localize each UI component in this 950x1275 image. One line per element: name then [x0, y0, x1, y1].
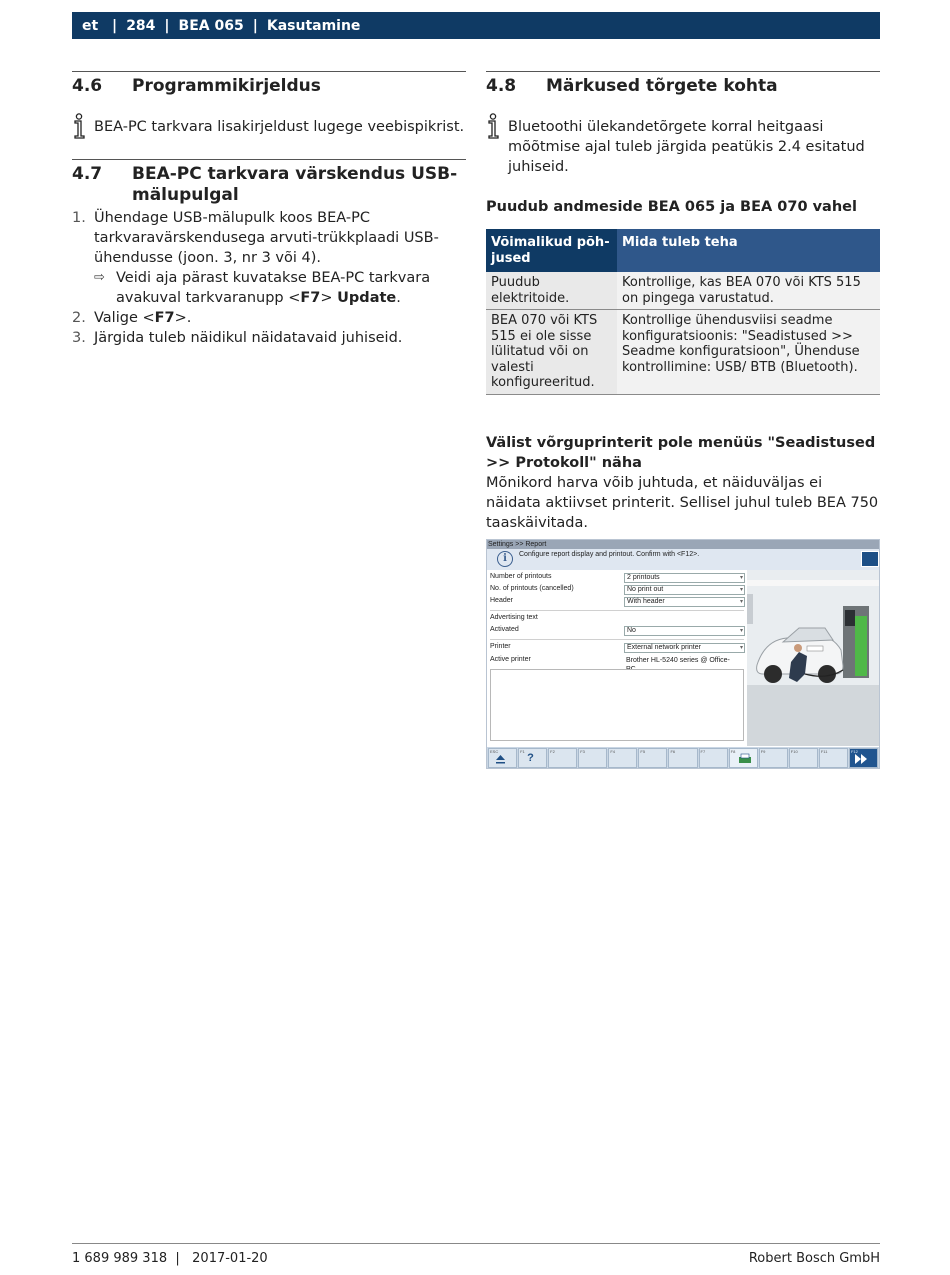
- form-row-header: [490, 597, 744, 607]
- workshop-photo: [747, 570, 879, 746]
- car-emission-test-illustration: [747, 570, 879, 746]
- select-value: External network printer: [627, 644, 701, 651]
- function-key-f2[interactable]: [548, 748, 577, 768]
- step-1-text: Ühendage USB-mälupulk koos BEA-PC tarkvaravärskendusega arvuti-trükkplaadi USB-ühendusse (joon. 3, nr 3 või 4).: [94, 210, 439, 266]
- field-label: No. of printouts (cancelled): [490, 585, 574, 592]
- function-key-f6[interactable]: [668, 748, 697, 768]
- header-select[interactable]: [624, 597, 745, 607]
- function-key-f9[interactable]: [759, 748, 788, 768]
- key-label: F9: [760, 749, 766, 754]
- result-text-pre: Veidi aja pärast kuvatakse BEA-PC tarkvara avakuval tarkvaranupp <: [116, 270, 431, 306]
- result-key: F7: [300, 290, 321, 306]
- page-header-bar: [72, 12, 880, 39]
- screen-info-bar: [487, 549, 879, 570]
- section-title: BEA-PC tarkvara värskendus USB-mälupulgal: [132, 164, 458, 205]
- field-label: Header: [490, 597, 513, 604]
- printer-subheading: Välist võrguprinterit pole menüüs "Seadistused >> Protokoll" näha: [486, 434, 876, 471]
- left-column: [72, 71, 466, 348]
- step-text: [94, 208, 466, 308]
- section-title: Programmikirjeldus: [132, 76, 321, 96]
- function-key-f10[interactable]: [789, 748, 818, 768]
- header-separator: |: [164, 17, 170, 34]
- section-number: 4.6: [72, 76, 103, 96]
- form-divider: [490, 639, 744, 640]
- select-value: 2 printouts: [627, 574, 660, 581]
- step-2-key: F7: [154, 310, 175, 326]
- key-label: F7: [700, 749, 706, 754]
- document-number: 1 689 989 318: [72, 1251, 168, 1266]
- cancelled-printouts-select[interactable]: [624, 585, 745, 595]
- dropdown-arrow-icon: ▾: [739, 645, 743, 651]
- footer-left: [72, 1251, 268, 1266]
- table-row: [486, 310, 880, 395]
- key-label: F5: [640, 749, 646, 754]
- active-printer-value: Brother HL-5240 series @ Office-: [626, 657, 730, 664]
- header-page-number: 284: [126, 17, 156, 34]
- select-value: No: [627, 627, 636, 634]
- info-note: [72, 117, 466, 145]
- section-number: 4.7: [72, 164, 103, 184]
- table-row: [486, 272, 880, 310]
- key-label: F2: [550, 749, 555, 754]
- info-icon: [72, 113, 94, 145]
- step-text: [94, 308, 466, 328]
- dropdown-arrow-icon: ▾: [739, 628, 743, 634]
- table-header-row: [486, 229, 880, 272]
- result-arrow-icon: ⇨: [94, 270, 105, 285]
- help-icon: ?: [527, 752, 534, 764]
- table-header-action: Mida tuleb teha: [617, 229, 880, 272]
- key-label: F12: [850, 749, 858, 754]
- help-button[interactable]: [518, 748, 547, 768]
- company-name: Robert Bosch GmbH: [748, 1251, 880, 1266]
- printer-paragraph: Mõnikord harva võib juhtuda, et näiduväljas ei näidata aktiivset printerit. Sellisel juhul tuleb BEA 750 taaskäivitada.: [486, 474, 879, 531]
- key-label: F4: [610, 749, 615, 754]
- step-2-pre: Valige <: [94, 310, 155, 326]
- select-value: With header: [627, 598, 665, 605]
- section-title: Märkused tõrgete kohta: [546, 76, 778, 96]
- section-heading-4-8: [486, 71, 880, 97]
- result-text-end: .: [396, 290, 401, 306]
- field-label: Number of printouts: [490, 573, 552, 580]
- eject-icon: [489, 750, 512, 768]
- footer-separator: |: [167, 1251, 193, 1266]
- result-text: [116, 268, 466, 308]
- key-label: F8: [730, 749, 736, 754]
- footer-rule: [72, 1243, 880, 1244]
- screen-info-text: Configure report display and printout. Confirm with <F12>.: [519, 551, 700, 558]
- settings-form: [487, 570, 747, 746]
- table-cell-cause: BEA 070 või KTS 515 ei ole sisse lülitatud või on valesti konfigureeritud.: [486, 310, 617, 395]
- header-product: BEA 065: [178, 17, 244, 34]
- form-divider: [490, 610, 744, 611]
- field-label: Activated: [490, 626, 519, 633]
- step-list: [72, 208, 466, 348]
- table-cell-action: Kontrollige, kas BEA 070 või KTS 515 on pingega varustatud.: [617, 272, 880, 310]
- document-date: 2017-01-20: [192, 1251, 268, 1266]
- function-key-f11[interactable]: [819, 748, 848, 768]
- result-button-name: Update: [337, 290, 397, 306]
- function-key-f5[interactable]: [638, 748, 667, 768]
- list-item: [72, 308, 466, 328]
- key-label: F11: [820, 749, 828, 754]
- function-key-bar: [487, 747, 879, 769]
- troubleshoot-table: [486, 229, 880, 395]
- right-column: [486, 71, 880, 533]
- table-cell-cause: Puudub elektritoide.: [486, 272, 617, 310]
- list-item: [72, 328, 466, 348]
- key-label: F10: [790, 749, 798, 754]
- monitor-icon: [861, 551, 879, 567]
- software-screenshot: [486, 539, 880, 769]
- select-value: No print out: [627, 586, 664, 593]
- info-icon: [486, 113, 508, 177]
- section-heading-4-7: [72, 159, 466, 206]
- activated-select[interactable]: [624, 626, 745, 636]
- key-label: ESC: [490, 749, 499, 754]
- key-label: F6: [670, 749, 676, 754]
- screen-title: Settings >> Report: [487, 540, 879, 549]
- header-separator: |: [252, 17, 258, 34]
- dropdown-arrow-icon: ▾: [739, 575, 743, 581]
- step-number: 3.: [72, 330, 86, 346]
- printer-list-box[interactable]: [490, 669, 744, 741]
- fast-forward-icon: [850, 750, 873, 768]
- field-label: Active printer: [490, 656, 531, 663]
- header-separator: |: [107, 17, 118, 34]
- step-result: [94, 268, 466, 308]
- printer-icon: [730, 750, 760, 768]
- function-key-f7[interactable]: [699, 748, 728, 768]
- info-note: [486, 117, 880, 177]
- section-number: 4.8: [486, 76, 517, 96]
- printer-select[interactable]: [624, 643, 745, 653]
- troubleshoot-subheading: Puudub andmeside BEA 065 ja BEA 070 vahel: [486, 199, 857, 215]
- print-service-button[interactable]: [729, 748, 758, 768]
- form-row-activated: [490, 626, 744, 636]
- step-2-end: >.: [174, 310, 192, 326]
- dropdown-arrow-icon: ▾: [739, 599, 743, 605]
- table-header-cause: Võimalikud põhjused: [486, 229, 617, 272]
- form-row-advertising: [490, 614, 744, 624]
- step-number: 2.: [72, 310, 86, 326]
- form-row-printer: [490, 643, 744, 653]
- step-3-text: Järgida tuleb näidikul näidatavaid juhiseid.: [94, 330, 403, 346]
- form-row-printouts: [490, 573, 744, 583]
- section-heading-4-6: [72, 71, 466, 97]
- note-text: Bluetoothi ülekandetõrgete korral heitgaasi mõõtmise ajal tuleb järgida peatükis 2.4 esitatud juhiseid.: [508, 119, 865, 175]
- form-row-active-printer: [490, 656, 744, 666]
- list-item: [72, 208, 466, 308]
- result-text-mid: >: [320, 290, 338, 306]
- info-circle-icon: i: [497, 551, 513, 567]
- table-cell-action: Kontrollige ühendusviisi seadme konfiguratsioonis: "Seadistused >> Seadme konfiguratsioon", Ühenduse kontrollimine: USB/ BTB (Bluetooth).: [617, 310, 880, 395]
- cancel-button[interactable]: [488, 748, 517, 768]
- form-row-cancelled: [490, 585, 744, 595]
- note-text: BEA-PC tarkvara lisakirjeldust lugege veebispikrist.: [94, 119, 465, 135]
- field-label: Printer: [490, 643, 511, 650]
- field-label: Advertising text: [490, 614, 538, 621]
- function-key-f3[interactable]: [578, 748, 607, 768]
- header-chapter: Kasutamine: [266, 17, 361, 34]
- dropdown-arrow-icon: ▾: [739, 587, 743, 593]
- next-button[interactable]: [849, 748, 878, 768]
- function-key-f4[interactable]: [608, 748, 637, 768]
- printouts-select[interactable]: [624, 573, 745, 583]
- key-label: F3: [580, 749, 585, 754]
- header-language: et: [82, 17, 99, 34]
- step-number: 1.: [72, 210, 86, 226]
- key-label: F1: [520, 749, 525, 754]
